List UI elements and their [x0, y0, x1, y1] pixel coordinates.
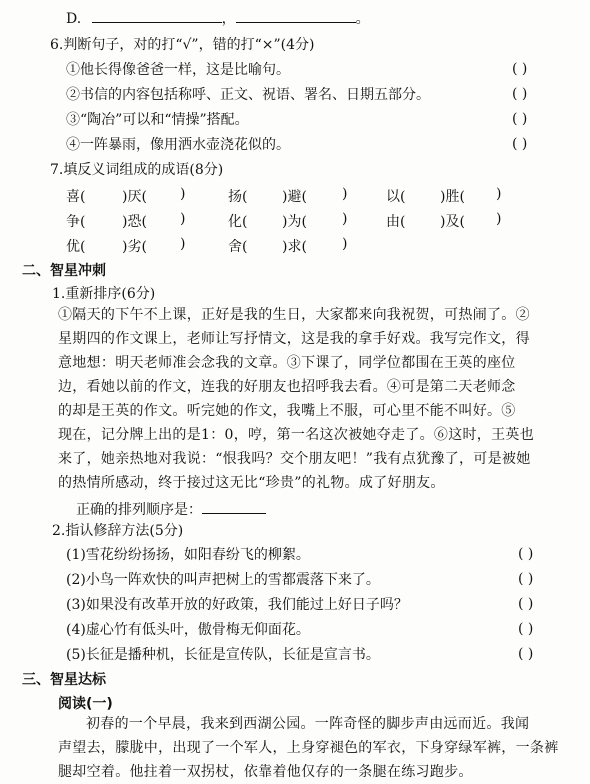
q7-cell: ): [496, 211, 502, 227]
q7-cell: )劣(: [122, 239, 147, 255]
q6-answer-blank[interactable]: ( ): [512, 136, 528, 152]
q7-cell: ): [342, 236, 348, 252]
q6-answer-blank[interactable]: ( ): [512, 111, 528, 127]
q6-title: 6.判断句子，对的打“√”，错的打“×”(4分): [50, 37, 315, 53]
q6-answer-blank[interactable]: ( ): [512, 86, 528, 102]
passage-line: 星期四的作文课上，老师让写抒情文，这是我的拿手好戏。我写完作文，得: [58, 331, 530, 347]
reading-line: 腿却空着。他拄着一双拐杖，依靠着他仅存的一条腿在练习跑步。: [58, 764, 473, 780]
reading-line: 声望去，朦胧中，出现了一个军人，上身穿褪色的军衣，下身穿绿军裤，一条裤: [58, 740, 559, 756]
q7-cell: ): [180, 211, 186, 227]
passage-line: 的热情所感动，终于接过这无比“珍贵”的礼物。成了好朋友。: [58, 475, 445, 491]
order-answer-label: 正确的排列顺序是：: [76, 502, 202, 518]
order-answer-blank[interactable]: [202, 499, 266, 514]
rhetoric-answer-blank[interactable]: ( ): [518, 546, 534, 562]
q6-item: ②书信的内容包括称呼、正文、祝语、署名、日期五部分。: [66, 87, 430, 103]
reading-passage: [58, 712, 559, 784]
q7-cell: 以(: [386, 189, 406, 205]
section-3-title: 三、智星达标: [22, 672, 106, 688]
q6-item: ④一阵暴雨，像用洒水壶浇花似的。: [66, 137, 290, 153]
order-answer-line: [76, 499, 266, 519]
q7-cell: 舍(: [228, 239, 248, 255]
q7-cell: )避(: [282, 189, 307, 205]
reorder-passage: [58, 303, 534, 495]
reading-title: 阅读(一): [58, 696, 113, 712]
q7-cell: ): [342, 186, 348, 202]
passage-line: ①隔天的下午不上课，正好是我的生日，大家都来向我祝贺，可热闹了。②: [58, 307, 530, 323]
option-d-blank-1[interactable]: [92, 8, 222, 23]
passage-line: 边，看她以前的作文，连我的好朋友也招呼我去看。④可是第二天老师念: [58, 379, 516, 395]
rhetoric-answer-blank[interactable]: ( ): [518, 621, 534, 637]
rhetoric-item: (2)小鸟一阵欢快的叫声把树上的雪都震落下来了。: [66, 572, 380, 588]
q6-item: ③“陶冶”可以和“情操”搭配。: [66, 112, 249, 128]
section2-q1-title: 1.重新排序(6分): [52, 286, 156, 302]
reading-line: 初春的一个早晨，我来到西湖公园。一阵奇怪的脚步声由远而近。我闻: [86, 716, 530, 732]
rhetoric-item: (1)雪花纷纷扬扬，如阳春纷飞的柳絮。: [66, 547, 310, 563]
q7-cell: )胜(: [440, 189, 465, 205]
passage-line: 的却是王英的作文。听完她的作文，我嘴上不服，可心里不能不叫好。⑤: [58, 403, 516, 419]
q7-cell: 由(: [386, 214, 406, 230]
rhetoric-item: (5)长征是播种机，长征是宣传队，长征是宣言书。: [66, 647, 380, 663]
q7-cell: ): [342, 211, 348, 227]
passage-line: 来了，她亲热地对我说：“恨我吗？交个朋友吧！”我有点犹豫了，可是被她: [58, 451, 531, 467]
passage-line: 现在，记分牌上出的是1：0，哼，第一名这次被她夺走了。⑥这时，王英也: [58, 427, 535, 443]
q7-cell: )为(: [282, 214, 307, 230]
q6-answer-blank[interactable]: ( ): [512, 61, 528, 77]
rhetoric-answer-blank[interactable]: ( ): [518, 571, 534, 587]
option-d-label: D.: [66, 11, 82, 27]
option-d-end: 。: [355, 11, 370, 27]
q7-cell: )及(: [440, 214, 465, 230]
passage-line: 意地想：明天老师准会念我的文章。③下课了，同学位都围在王英的座位: [58, 355, 516, 371]
rhetoric-answer-blank[interactable]: ( ): [518, 646, 534, 662]
option-d-line: [66, 8, 370, 28]
q7-cell: 化(: [228, 214, 248, 230]
q7-cell: 优(: [66, 239, 86, 255]
section2-q2-title: 2.指认修辞方法(5分): [52, 523, 184, 539]
section-2-title: 二、智星冲刺: [22, 263, 106, 279]
q7-cell: ): [180, 236, 186, 252]
q7-cell: ): [496, 186, 502, 202]
option-d-separator: ，: [221, 11, 236, 27]
q7-title: 7.填反义词组成的成语(8分): [50, 162, 224, 178]
rhetoric-item: (4)虚心竹有低头叶，傲骨梅无仰面花。: [66, 622, 310, 638]
q7-cell: ): [180, 186, 186, 202]
q7-cell: )求(: [282, 239, 307, 255]
option-d-blank-2[interactable]: [236, 8, 356, 23]
q7-cell: 争(: [66, 214, 86, 230]
rhetoric-item: (3)如果没有改革开放的好政策，我们能过上好日子吗？: [66, 597, 408, 613]
q6-item: ①他长得像爸爸一样，这是比喻句。: [66, 62, 290, 78]
q7-cell: )厌(: [122, 189, 147, 205]
q7-cell: 扬(: [228, 189, 248, 205]
q7-cell: )恐(: [122, 214, 147, 230]
q7-cell: 喜(: [66, 189, 86, 205]
rhetoric-answer-blank[interactable]: ( ): [518, 596, 534, 612]
